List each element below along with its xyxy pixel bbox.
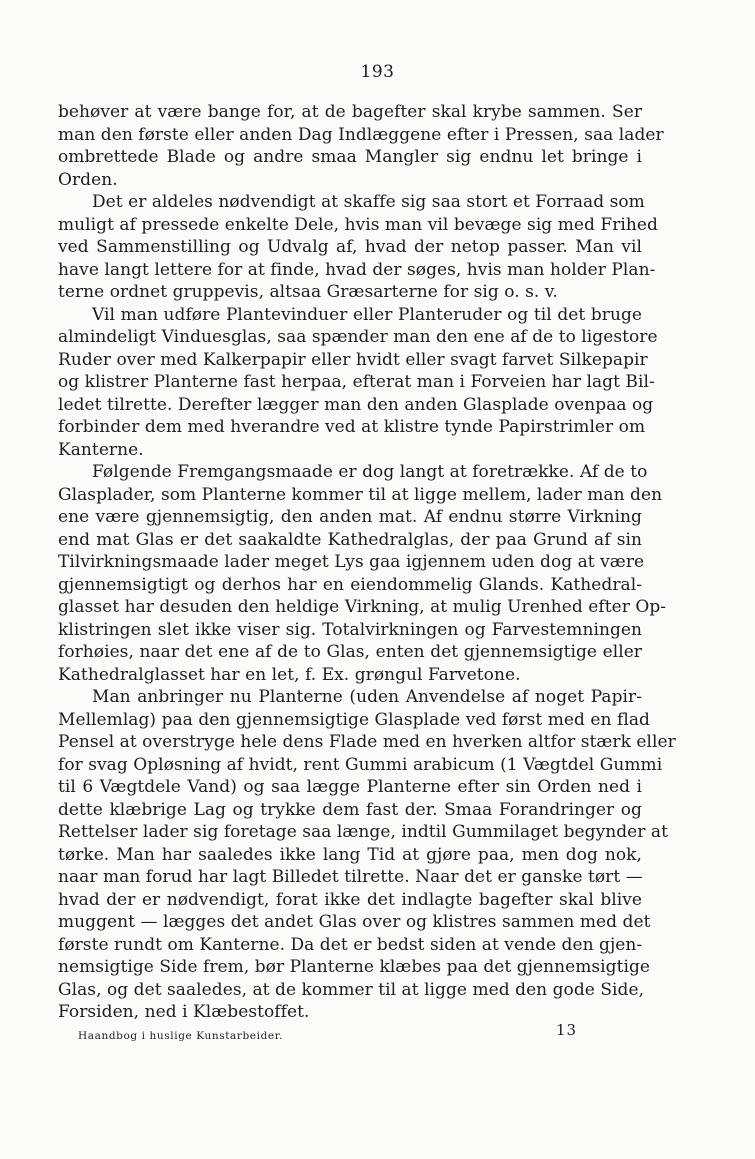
text-line: behøver at være bange for, at de bagefter skal krybe sammen. Ser — [58, 102, 642, 122]
text-line: Ruder over med Kalkerpapir eller hvidt eller svagt farvet Silkepapir — [58, 349, 648, 370]
text-line: glasset har desuden den heldige Virkning, at mulig Urenhed efter Op- — [58, 597, 667, 617]
text-line: naar man forud har lagt Billedet tilrette. Naar det er ganske tørt — — [58, 867, 643, 887]
text-line: ombrettede Blade og andre smaa Mangler sig endnu let bringe i — [58, 147, 642, 167]
body-text — [58, 101, 676, 1024]
text-line: Følgende Fremgangsmaade er dog langt at foretrække. Af de to — [92, 462, 648, 482]
text-line: gjennemsigtigt og derhos har en eiendommelig Glands. Kathedral- — [58, 574, 642, 595]
text-line: til 6 Vægtdele Vand) og saa lægge Planterne efter sin Orden ned i — [58, 777, 642, 797]
page-number: 193 — [360, 62, 395, 82]
text-line: forhøies, naar det ene af de to Glas, enten det gjennemsigtige eller — [58, 642, 642, 662]
text-line: end mat Glas er det saakaldte Kathedralglas, der paa Grund af sin — [58, 529, 642, 550]
text-line: klistringen slet ikke viser sig. Totalvirkningen og Farvestemningen — [58, 619, 642, 640]
text-line: Glasplader, som Planterne kommer til at ligge mellem, lader man den — [58, 484, 663, 505]
text-line: Kanterne. — [58, 439, 144, 460]
text-line: hvad der er nødvendigt, forat ikke det indlagte bagefter skal blive — [58, 889, 642, 910]
signature-number: 13 — [556, 1021, 578, 1039]
paragraph-1 — [58, 101, 664, 191]
text-line: dette klæbrige Lag og trykke dem fast der. Smaa Forandringer og — [58, 799, 642, 820]
text-line: Rettelser lader sig foretage saa længe, indtil Gummilaget begynder at — [58, 822, 668, 842]
text-line: Tilvirkningsmaade lader meget Lys gaa igjennem uden dog at være — [58, 552, 645, 572]
text-line: Glas, og det saaledes, at de kommer til at ligge med den gode Side, — [58, 979, 645, 1000]
text-line: Kathedralglasset har en let, f. Ex. grøngul Farvetone. — [58, 664, 521, 685]
text-line: Det er aldeles nødvendigt at skaffe sig saa stort et Forraad som — [92, 192, 645, 212]
text-line: terne ordnet gruppevis, altsaa Græsarterne for sig o. s. v. — [58, 282, 558, 302]
text-line: første rundt om Kanterne. Da det er bedst siden at vende den gjen- — [58, 934, 643, 955]
text-line: Man anbringer nu Planterne (uden Anvendelse af noget Papir- — [92, 687, 642, 707]
text-line: forbinder dem med hverandre ved at klistre tynde Papirstrimler om — [58, 417, 646, 437]
paragraph-2 — [58, 191, 658, 304]
text-line: muligt af pressede enkelte Dele, hvis man vil bevæge sig med Frihed — [58, 214, 658, 235]
text-line: Pensel at overstryge hele dens Flade med en hverken altfor stærk eller — [58, 732, 676, 752]
text-line: ledet tilrette. Derefter lægger man den anden Glasplade ovenpaa og — [58, 394, 654, 415]
text-line: nemsigtige Side frem, bør Planterne klæbes paa det gjennemsigtige — [58, 957, 650, 977]
text-line: tørke. Man har saaledes ikke lang Tid at gjøre paa, men dog nok, — [58, 844, 642, 865]
text-line: for svag Opløsning af hvidt, rent Gummi arabicum (1 Vægtdel Gummi — [58, 754, 663, 775]
text-line: have langt lettere for at finde, hvad der søges, hvis man holder Plan- — [58, 259, 656, 280]
text-line: ene være gjennemsigtig, den anden mat. Af endnu større Virkning — [58, 507, 642, 527]
text-line: Vil man udføre Plantevinduer eller Planteruder og til det bruge — [92, 304, 642, 325]
text-line: man den første eller anden Dag Indlæggene efter i Pressen, saa lader — [58, 124, 664, 145]
text-line: ved Sammenstilling og Udvalg af, hvad der netop passer. Man vil — [58, 237, 642, 257]
paragraph-4 — [58, 461, 667, 686]
text-line: Forsiden, ned i Klæbestoffet. — [58, 1002, 310, 1022]
paragraph-3 — [58, 304, 658, 462]
text-line: Mellemlag) paa den gjennemsigtige Glasplade ved først med en flad — [58, 709, 650, 730]
text-line: Orden. — [58, 169, 118, 190]
paragraph-5 — [58, 686, 676, 1024]
text-line: og klistrer Planterne fast herpaa, efterat man i Forveien har lagt Bil- — [58, 372, 655, 392]
text-line: almindeligt Vinduesglas, saa spænder man den ene af de to ligestore — [58, 327, 658, 347]
footer-book-title: Haandbog i huslige Kunstarbeider. — [78, 1030, 284, 1042]
text-line: muggent — lægges det andet Glas over og klistres sammen med det — [58, 912, 651, 932]
